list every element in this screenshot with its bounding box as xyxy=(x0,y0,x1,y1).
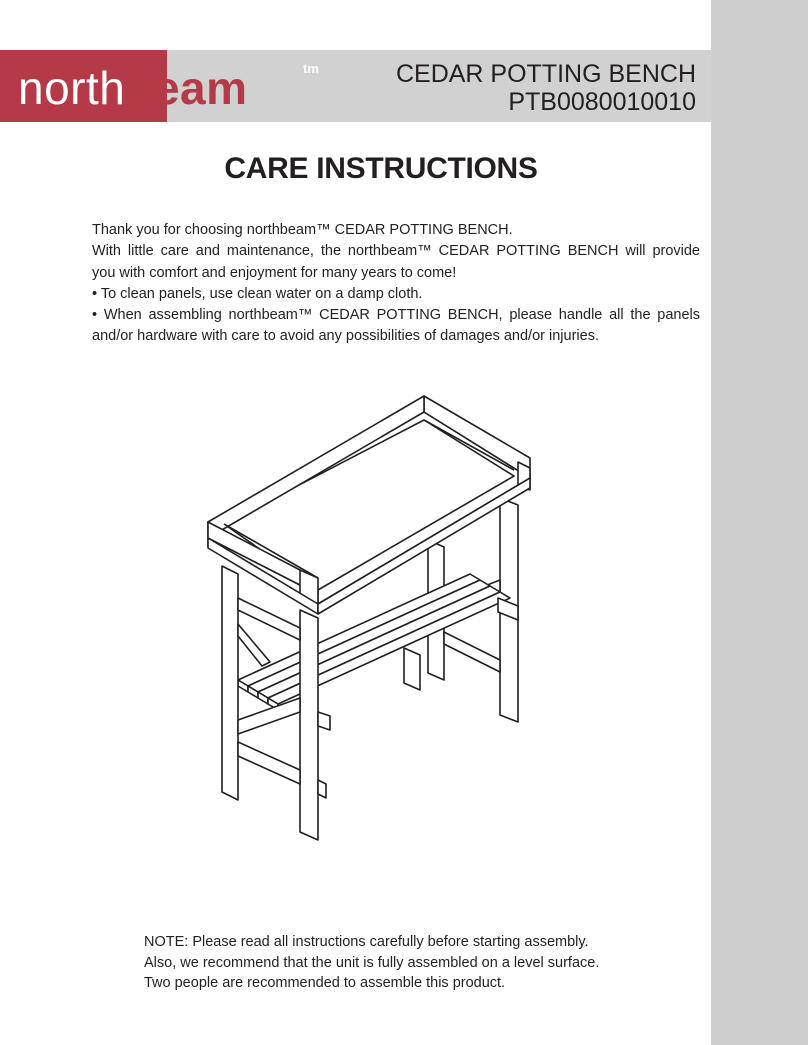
intro-line: Thank you for choosing northbeam™ CEDAR POTTING BENCH. xyxy=(92,222,513,238)
note-line: Two people are recommended to assemble this product. xyxy=(144,975,506,991)
product-code: PTB0080010010 xyxy=(508,88,696,116)
product-name: CEDAR POTTING BENCH xyxy=(395,60,696,88)
intro-text xyxy=(92,220,700,348)
intro-line: With little care and maintenance, the northbeam™ CEDAR POTTING BENCH will provide xyxy=(92,243,700,260)
note-text xyxy=(144,932,664,994)
brand-logo-light: north xyxy=(18,62,126,114)
note-line: NOTE: Please read all instructions carefully before starting assembly. xyxy=(144,934,589,950)
note-line: Also, we recommend that the unit is fully assembled on a level surface. xyxy=(144,954,600,971)
brand-logo xyxy=(18,58,248,118)
brand-logo-bold: beam xyxy=(125,62,248,114)
intro-line: you with comfort and enjoyment for many years to come! xyxy=(92,264,457,281)
intro-line: and/or hardware with care to avoid any possibilities of damages and/or injuries. xyxy=(92,328,599,345)
intro-line: • When assembling northbeam™ CEDAR POTTING BENCH, please handle all the panels xyxy=(92,307,700,324)
trademark-mark: tm xyxy=(303,61,319,76)
potting-bench-illustration xyxy=(180,380,560,850)
intro-line: • To clean panels, use clean water on a damp cloth. xyxy=(92,285,423,302)
page-title: CARE INSTRUCTIONS xyxy=(224,152,538,185)
